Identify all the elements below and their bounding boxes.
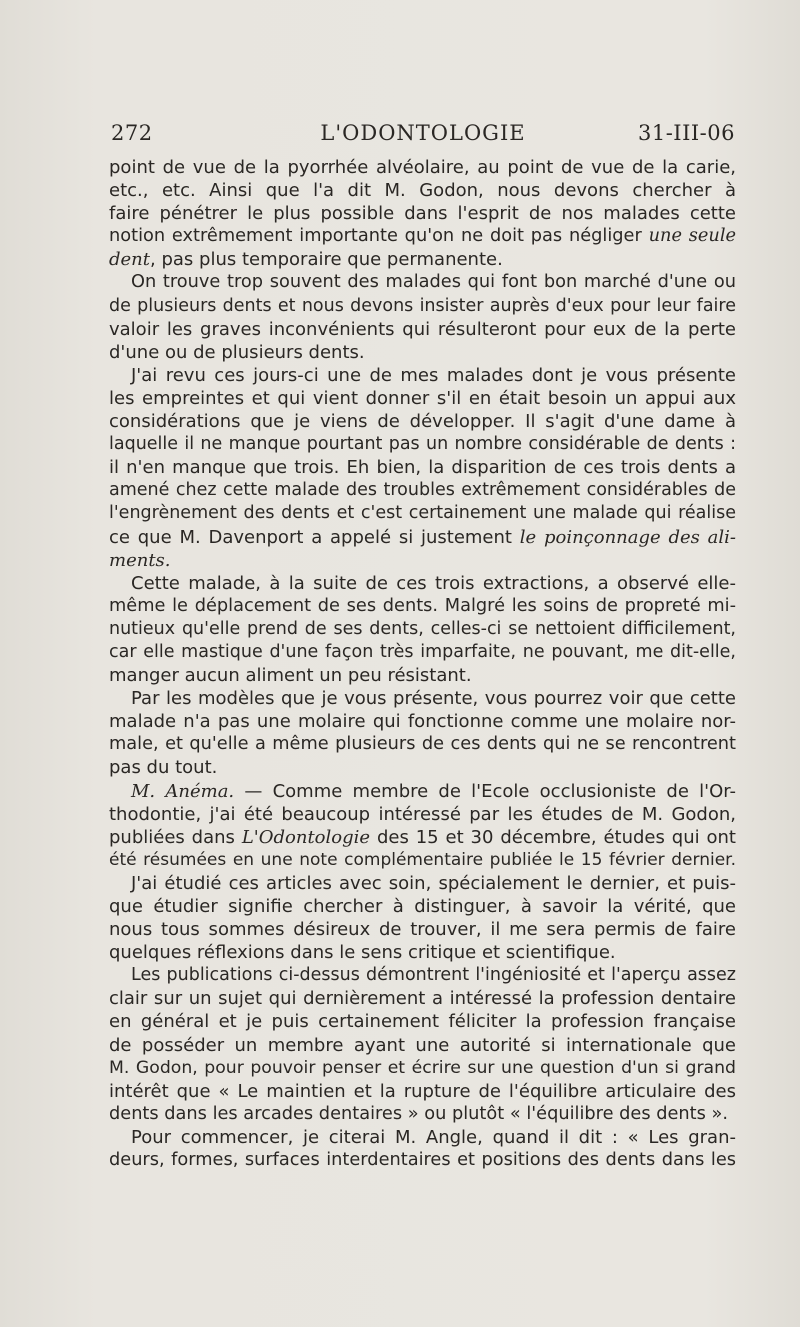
text-run: deurs, formes, surfaces interdentaires et positions des dents dans les xyxy=(109,1150,736,1171)
text-line xyxy=(109,502,736,525)
text-line xyxy=(109,964,736,987)
text-run: laquelle il ne manque pourtant pas un nombre considérable de dents : xyxy=(109,434,736,455)
text-run: , pas plus temporaire que permanente. xyxy=(150,249,503,271)
text-run: Par les modèles que je vous présente, vous pourrez voir que cette xyxy=(131,688,736,710)
text-run: des 15 et 30 décembre, études qui ont xyxy=(370,826,736,848)
text-run: quelques réflexions dans le sens critique et scientifique. xyxy=(109,942,616,964)
text-line xyxy=(109,826,736,849)
text-run: M. Godon, pour pouvoir penser et écrire sur une question d'un si grand xyxy=(109,1057,736,1078)
text-run: amené chez cette malade des troubles extrêmement considérables de xyxy=(109,480,736,501)
text-line xyxy=(109,295,736,318)
text-line xyxy=(109,364,736,387)
text-run: l'engrènement des dents et c'est certainement une malade qui réalise xyxy=(109,503,736,524)
text-run: pas du tout. xyxy=(109,757,218,779)
text-run: en général et je puis certainement féliciter la profession française xyxy=(109,1011,736,1033)
text-line xyxy=(109,456,736,479)
text-line xyxy=(109,1057,736,1080)
text-run: clair sur un sujet qui dernièrement a intéressé la profession dentaire xyxy=(109,988,736,1010)
text-run: J'ai étudié ces articles avec soin, spécialement le dernier, et puis- xyxy=(131,872,736,894)
italic-text: une seule xyxy=(648,226,736,247)
text-line xyxy=(109,179,736,202)
running-head xyxy=(111,121,735,149)
italic-text: le poinçonnage des ali- xyxy=(519,526,736,548)
text-line xyxy=(109,202,736,225)
text-run: d'une ou de plusieurs dents. xyxy=(109,341,365,363)
text-line xyxy=(109,433,736,456)
text-line xyxy=(109,941,736,964)
text-run: été résumées en une note complémentaire publiée le 15 février dernier. xyxy=(109,849,736,870)
text-run: publiées dans xyxy=(109,826,242,848)
text-run: thodontie, j'ai été beaucoup intéressé par les études de M. Godon, xyxy=(109,803,736,825)
text-run: car elle mastique d'une façon très imparfaite, ne pouvant, me dit-elle, xyxy=(109,641,736,662)
issue-date: 31-III-06 xyxy=(637,121,735,145)
page-number: 272 xyxy=(111,121,153,145)
text-line xyxy=(109,710,736,733)
text-line xyxy=(109,318,736,341)
text-line xyxy=(109,687,736,710)
text-line xyxy=(109,479,736,502)
text-run: Pour commencer, je citerai M. Angle, quand il dit : « Les gran- xyxy=(131,1126,736,1148)
text-run: valoir les graves inconvénients qui résulteront pour eux de la perte xyxy=(109,318,736,340)
italic-text: M. Anéma. xyxy=(131,780,235,802)
text-run: de posséder un membre ayant une autorité si internationale que xyxy=(109,1034,736,1056)
text-line xyxy=(109,895,736,918)
text-run: ce que M. Davenport a appelé si justement xyxy=(109,526,520,548)
text-line xyxy=(109,987,736,1010)
text-line xyxy=(109,341,736,364)
text-line xyxy=(109,1126,736,1149)
text-run: même le déplacement de ses dents. Malgré les soins de propreté mi- xyxy=(109,595,736,616)
text-run: intérêt que « Le maintien et la rupture de l'équilibre articulaire des xyxy=(109,1080,736,1102)
text-run: Les publications ci-dessus démontrent l'ingéniosité et l'aperçu assez xyxy=(131,965,736,986)
text-run: manger aucun aliment un peu résistant. xyxy=(109,665,472,687)
italic-text: dent xyxy=(109,249,151,271)
text-line xyxy=(109,526,736,549)
italic-text: ments. xyxy=(109,549,171,571)
text-run: les empreintes et qui vient donner s'il en était besoin un appui aux xyxy=(109,387,736,409)
text-line xyxy=(109,271,736,294)
text-run: On trouve trop souvent des malades qui font bon marché d'une ou xyxy=(131,272,736,293)
text-line xyxy=(109,918,736,941)
text-run: notion extrêmement importante qu'on ne doit pas négliger xyxy=(109,226,649,247)
text-run: que étudier signifie chercher à distinguer, à savoir la vérité, que xyxy=(109,896,736,917)
text-line xyxy=(109,595,736,618)
text-run: faire pénétrer le plus possible dans l'esprit de nos malades cette xyxy=(109,203,736,225)
text-run: nous tous sommes désireux de trouver, il me sera permis de faire xyxy=(109,919,736,941)
text-line xyxy=(109,780,736,803)
text-line xyxy=(109,156,736,179)
text-run: etc., etc. Ainsi que l'a dit M. Godon, nous devons chercher à xyxy=(109,180,736,202)
text-line xyxy=(109,1034,736,1057)
text-line xyxy=(109,641,736,664)
text-line xyxy=(109,1149,736,1172)
text-run: dents dans les arcades dentaires » ou plutôt « l'équilibre des dents ». xyxy=(109,1103,729,1124)
text-line xyxy=(109,756,736,779)
text-run: considérations que je viens de développer. Il s'agit d'une dame à xyxy=(109,411,736,433)
text-line xyxy=(109,618,736,641)
text-run: malade n'a pas une molaire qui fonctionne comme une molaire nor- xyxy=(109,711,736,733)
text-line xyxy=(109,664,736,687)
italic-text: L'Odontologie xyxy=(241,826,371,848)
text-run: il n'en manque que trois. Eh bien, la disparition de ces trois dents a xyxy=(109,457,736,479)
text-line xyxy=(109,549,736,572)
text-run: point de vue de la pyorrhée alvéolaire, au point de vue de la carie, xyxy=(109,157,736,178)
text-run: nutieux qu'elle prend de ses dents, celles-ci se nettoient difficilement, xyxy=(109,618,736,639)
text-line xyxy=(109,248,736,271)
journal-title: L'ODONTOLOGIE xyxy=(320,121,526,145)
body-text xyxy=(109,156,736,1172)
text-line xyxy=(109,872,736,895)
text-run: de plusieurs dents et nous devons insister auprès d'eux pour leur faire xyxy=(109,295,736,316)
text-line xyxy=(109,410,736,433)
text-line xyxy=(109,803,736,826)
text-line xyxy=(109,849,736,872)
text-line xyxy=(109,733,736,756)
text-line xyxy=(109,225,736,248)
text-run: — Comme membre de l'Ecole occlusioniste de l'Or- xyxy=(234,780,736,802)
text-line xyxy=(109,572,736,595)
text-line xyxy=(109,1010,736,1033)
text-line xyxy=(109,387,736,410)
text-line xyxy=(109,1080,736,1103)
text-line xyxy=(109,1103,736,1126)
text-run: male, et qu'elle a même plusieurs de ces dents qui ne se rencontrent xyxy=(109,734,736,755)
text-run: Cette malade, à la suite de ces trois extractions, a observé elle- xyxy=(131,572,736,594)
text-run: J'ai revu ces jours-ci une de mes malades dont je vous présente xyxy=(131,364,736,386)
